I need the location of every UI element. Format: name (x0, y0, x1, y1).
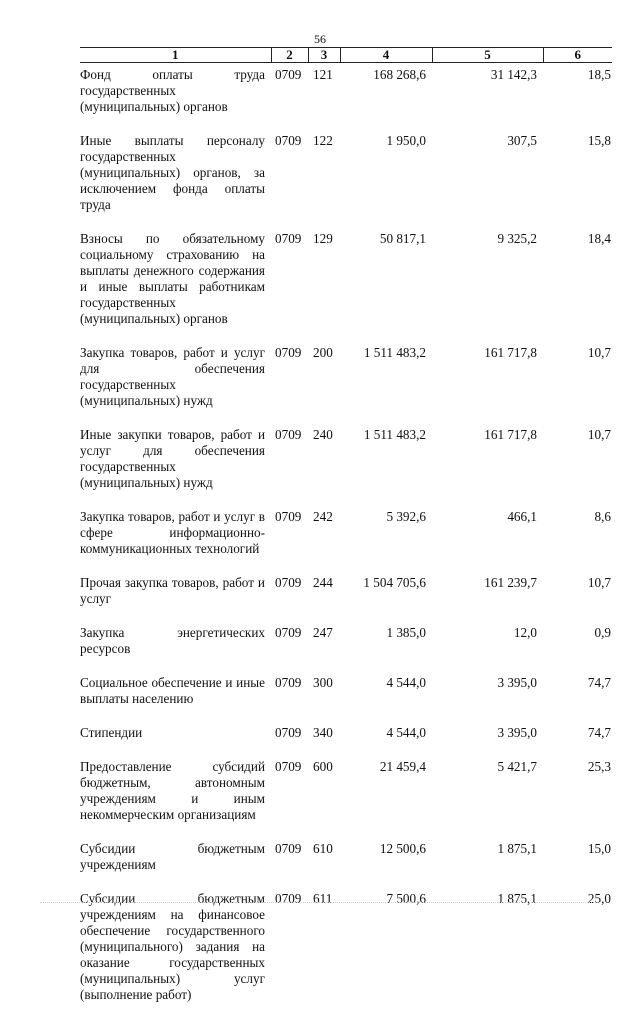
row-section-code: 0709 (271, 133, 308, 231)
table-row (80, 63, 612, 134)
row-percent: 8,6 (543, 509, 612, 575)
row-expense-type: 611 (308, 891, 340, 1021)
row-plan-value: 1 511 483,2 (340, 345, 432, 427)
table-row (80, 625, 612, 675)
row-name: Иные закупки товаров, работ и услуг для обеспечения государственных (муниципальных) нужд (80, 427, 271, 509)
row-expense-type: 244 (308, 575, 340, 625)
table-row (80, 345, 612, 427)
row-percent: 10,7 (543, 345, 612, 427)
row-section-code: 0709 (271, 231, 308, 345)
row-expense-type: 121 (308, 63, 340, 134)
row-section-code: 0709 (271, 675, 308, 725)
row-section-code: 0709 (271, 625, 308, 675)
row-expense-type: 200 (308, 345, 340, 427)
row-percent: 15,8 (543, 133, 612, 231)
row-actual-value: 1 875,1 (432, 891, 543, 1021)
row-expense-type: 600 (308, 759, 340, 841)
header-col-5: 5 (432, 48, 543, 63)
row-actual-value: 31 142,3 (432, 63, 543, 134)
row-plan-value: 1 385,0 (340, 625, 432, 675)
row-plan-value: 168 268,6 (340, 63, 432, 134)
table-row (80, 841, 612, 891)
scan-edge-line (40, 902, 600, 903)
row-expense-type: 129 (308, 231, 340, 345)
table-row (80, 759, 612, 841)
row-actual-value: 5 421,7 (432, 759, 543, 841)
row-expense-type: 300 (308, 675, 340, 725)
row-actual-value: 3 395,0 (432, 725, 543, 759)
row-section-code: 0709 (271, 759, 308, 841)
row-name: Закупка товаров, работ и услуг в сфере информационно-коммуникационных технологий (80, 509, 271, 575)
row-expense-type: 240 (308, 427, 340, 509)
row-percent: 25,3 (543, 759, 612, 841)
row-plan-value: 1 950,0 (340, 133, 432, 231)
row-section-code: 0709 (271, 891, 308, 1021)
row-percent: 18,4 (543, 231, 612, 345)
table-row (80, 427, 612, 509)
row-percent: 74,7 (543, 675, 612, 725)
row-name: Стипендии (80, 725, 271, 759)
table-row (80, 575, 612, 625)
table-header (80, 48, 612, 63)
row-section-code: 0709 (271, 63, 308, 134)
row-percent: 0,9 (543, 625, 612, 675)
row-actual-value: 9 325,2 (432, 231, 543, 345)
row-name: Субсидии бюджетным учреждениям на финансовое обеспечение государственного (муниципального) задания на оказание государственных (муниципальных) услуг (выполнение работ) (80, 891, 271, 1021)
budget-table (80, 47, 612, 1021)
row-percent: 74,7 (543, 725, 612, 759)
row-actual-value: 1 875,1 (432, 841, 543, 891)
row-percent: 15,0 (543, 841, 612, 891)
row-expense-type: 247 (308, 625, 340, 675)
header-col-1: 1 (80, 48, 271, 63)
table-body (80, 63, 612, 1021)
row-plan-value: 21 459,4 (340, 759, 432, 841)
row-actual-value: 161 239,7 (432, 575, 543, 625)
row-name: Прочая закупка товаров, работ и услуг (80, 575, 271, 625)
table-row (80, 675, 612, 725)
row-percent: 18,5 (543, 63, 612, 134)
header-col-2: 2 (271, 48, 308, 63)
row-plan-value: 4 544,0 (340, 725, 432, 759)
row-actual-value: 12,0 (432, 625, 543, 675)
row-name: Взносы по обязательному социальному страхованию на выплаты денежного содержания и иные выплаты работникам государственных (муниципальных) органов (80, 231, 271, 345)
row-plan-value: 1 511 483,2 (340, 427, 432, 509)
header-col-3: 3 (308, 48, 340, 63)
row-name: Фонд оплаты труда государственных (муниципальных) органов (80, 63, 271, 134)
row-name: Предоставление субсидий бюджетным, автономным учреждениям и иным некоммерческим организациям (80, 759, 271, 841)
row-expense-type: 610 (308, 841, 340, 891)
table-row (80, 231, 612, 345)
row-actual-value: 466,1 (432, 509, 543, 575)
row-percent: 10,7 (543, 575, 612, 625)
row-section-code: 0709 (271, 509, 308, 575)
row-actual-value: 161 717,8 (432, 345, 543, 427)
row-section-code: 0709 (271, 345, 308, 427)
row-plan-value: 50 817,1 (340, 231, 432, 345)
row-name: Иные выплаты персоналу государственных (муниципальных) органов, за исключением фонда оплаты труда (80, 133, 271, 231)
row-percent: 25,0 (543, 891, 612, 1021)
header-col-4: 4 (340, 48, 432, 63)
row-name: Закупка товаров, работ и услуг для обеспечения государственных (муниципальных) нужд (80, 345, 271, 427)
row-section-code: 0709 (271, 575, 308, 625)
row-section-code: 0709 (271, 841, 308, 891)
row-section-code: 0709 (271, 427, 308, 509)
row-expense-type: 340 (308, 725, 340, 759)
row-name: Социальное обеспечение и иные выплаты населению (80, 675, 271, 725)
row-expense-type: 242 (308, 509, 340, 575)
row-name: Субсидии бюджетным учреждениям (80, 841, 271, 891)
row-plan-value: 1 504 705,6 (340, 575, 432, 625)
row-actual-value: 307,5 (432, 133, 543, 231)
row-actual-value: 161 717,8 (432, 427, 543, 509)
row-plan-value: 5 392,6 (340, 509, 432, 575)
row-name: Закупка энергетических ресурсов (80, 625, 271, 675)
table-row (80, 891, 612, 1021)
row-expense-type: 122 (308, 133, 340, 231)
header-col-6: 6 (543, 48, 612, 63)
table-row (80, 133, 612, 231)
row-section-code: 0709 (271, 725, 308, 759)
row-plan-value: 4 544,0 (340, 675, 432, 725)
row-actual-value: 3 395,0 (432, 675, 543, 725)
row-plan-value: 7 500,6 (340, 891, 432, 1021)
table-row (80, 509, 612, 575)
page-number: 56 (0, 33, 640, 45)
row-percent: 10,7 (543, 427, 612, 509)
row-plan-value: 12 500,6 (340, 841, 432, 891)
table-row (80, 725, 612, 759)
header-row (80, 48, 612, 63)
